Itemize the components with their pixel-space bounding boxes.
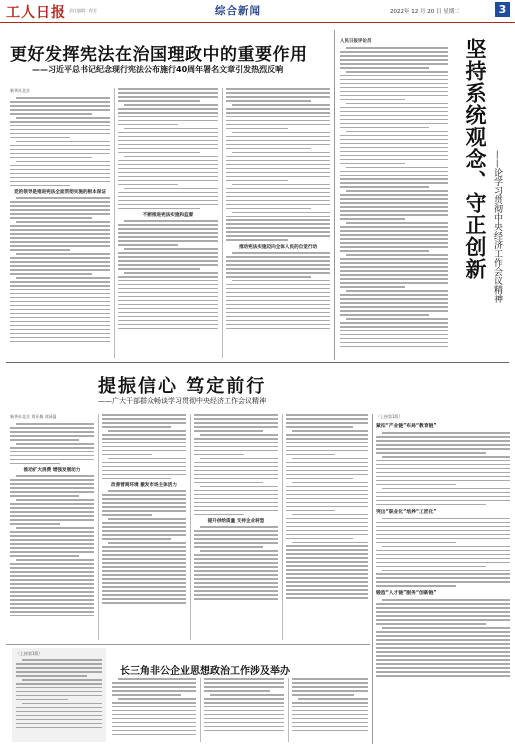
- issue-date: 2022年 12 月 20 日 星期二: [390, 9, 460, 15]
- article1-subhead-2: 不断推进宪法实施和监督: [142, 213, 194, 219]
- article1-column-3: [226, 88, 330, 360]
- article2-column-3: [194, 414, 278, 642]
- article3-column-1: [112, 678, 196, 744]
- page-number-badge: 3: [495, 2, 510, 17]
- article2-byline: 新华社北京 刘开雄 刘泽温: [10, 414, 57, 419]
- side-article: [376, 414, 510, 744]
- article2-subheadline: ——广大干部群众畅谈学习贯彻中央经济工作会议精神: [98, 397, 266, 405]
- side-article-title-1: 紧扣“产业链”布局“教育链”: [376, 424, 437, 429]
- editor-line: 责任编辑：程芳: [69, 8, 97, 13]
- article1-column-2: [118, 88, 218, 360]
- article2-subhead-3: 提升供给质量 支持企业转型: [207, 519, 265, 525]
- article1-headline: 更好发挥宪法在治国理政中的重要作用: [10, 45, 308, 65]
- newspaper-logo: 工人日报: [6, 5, 66, 21]
- article2-column-1: [10, 414, 94, 642]
- commentary-headline: 坚持系统观念、守正创新: [463, 38, 488, 280]
- article2-column-4: [286, 414, 368, 642]
- article2-headline: 提振信心 笃定前行: [98, 376, 267, 397]
- commentary-body: [340, 38, 448, 348]
- side-article-title-3: 锻造“人才链”服务“创新链”: [376, 591, 437, 597]
- article2-subhead-2: 改善营商环境 激发市场主体活力: [111, 483, 177, 489]
- article2-subhead-1: 推动扩大消费 增强发展动力: [23, 468, 81, 474]
- commentary-subheadline: ——论学习贯彻中央经济工作会议精神: [492, 150, 502, 303]
- side-article-title-2: 突出“职业化”培养“工匠化”: [376, 509, 437, 515]
- article1-subheadline: ——习近平总书记纪念现行宪法公布施行40周年署名文章引发热烈反响: [32, 65, 284, 74]
- bottom-box-tag: （上接第1版）: [16, 651, 43, 656]
- article1-subhead-3: 推动宪法实施迈向全体人民的自觉行动: [238, 245, 318, 250]
- article1-column-1: [10, 88, 110, 360]
- masthead: [0, 0, 515, 23]
- article3-column-3: [292, 678, 368, 744]
- section-title: 综合新闻: [215, 5, 261, 17]
- article1-subhead-1: 党的领导是推进宪法全面贯彻实施的根本保证: [14, 190, 106, 196]
- article2-column-2: [102, 414, 186, 642]
- article1-byline: 新华社北京: [10, 88, 30, 93]
- bottom-left-box: [12, 648, 106, 742]
- article3-headline: 长三角非公企业思想政治工作涉及举办: [120, 666, 290, 677]
- commentary-author: 人民日报评论员: [340, 39, 372, 44]
- side-article-tag: （上接第1版）: [376, 414, 403, 419]
- article3-column-2: [204, 678, 284, 744]
